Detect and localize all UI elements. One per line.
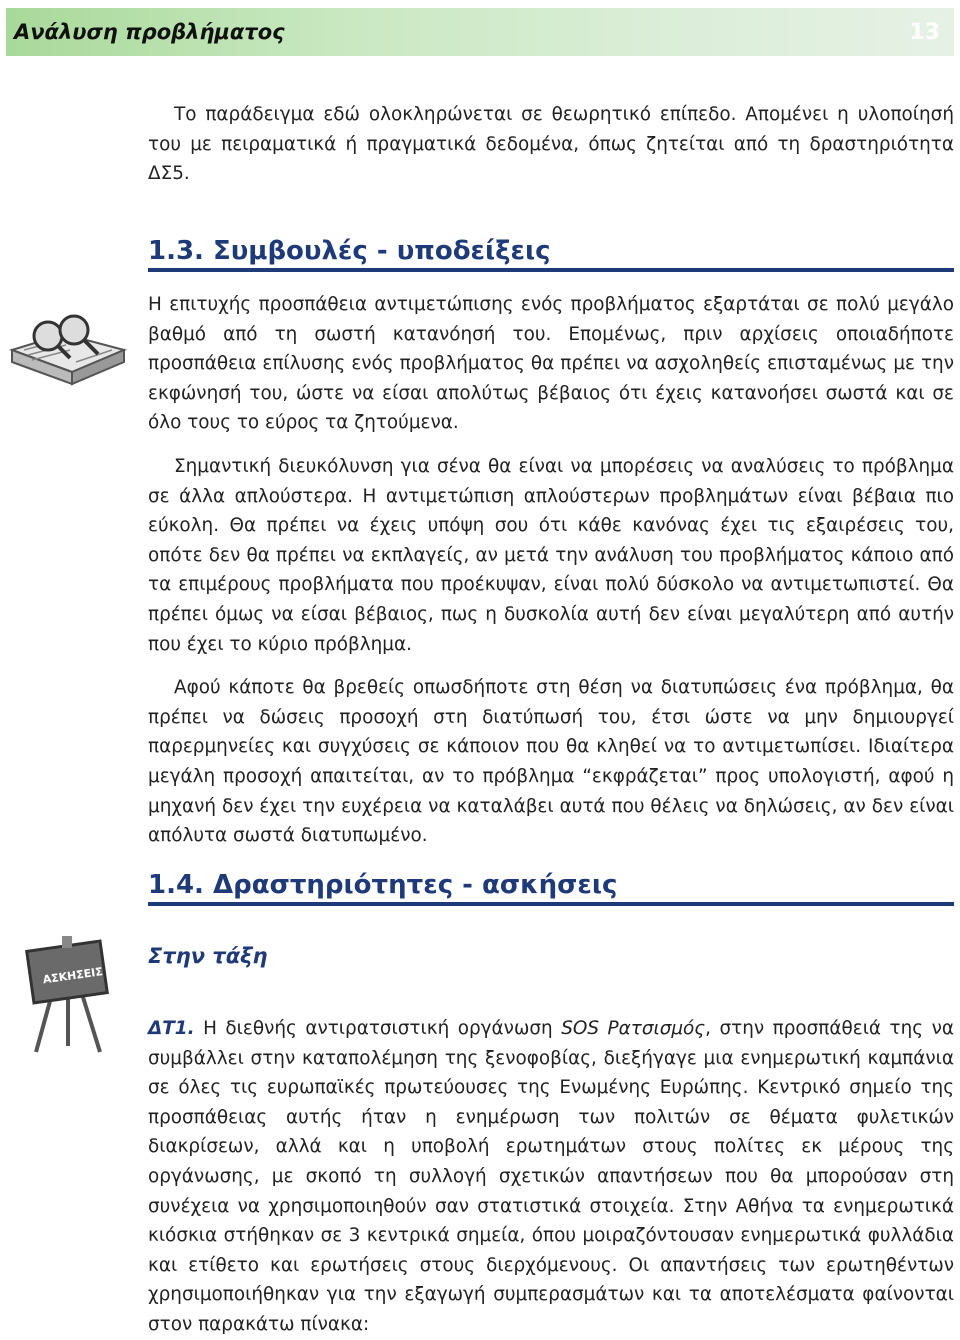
exercises-board-icon: [22, 934, 114, 1054]
intro-text: Το παράδειγμα εδώ ολοκληρώνεται σε θεωρητικό επίπεδο. Απομένει η υλοποίησή του με πειραματικά ή πραγματικά δεδομένα, όπως ζητείται από τη δραστηριότητα ΔΣ5.: [148, 104, 954, 185]
organization-name: SOS Ρατσισμός: [561, 1018, 706, 1039]
activity-text-before: Η διεθνής αντιρατσιστική οργάνωση: [194, 1018, 562, 1039]
activity-label: ΔΤ1.: [148, 1018, 195, 1039]
tips-paragraph-2: Σημαντική διευκόλυνση για σένα θα είναι να μπορέσεις να αναλύσεις το πρόβλημα σε άλλα απλούστερα. Η αντιμετώπιση απλούστερων προβλημάτων είναι βέβαια πιο εύκολη. Θα πρέπει να έχεις υπόψη σου ότι κάθε κανόνας έχει τις εξαιρέσεις του, οπότε δεν θα πρέπει να εκπλαγείς, αν μετά την ανάλυση του προβλήματος κάποιο από τα επιμέρους προβλήματα που προέκυψαν, είναι πολύ δύσκολο να αντιμετωπιστεί. Θα πρέπει όμως να είσαι βέβαιος, πως η δυσκολία αυτή δεν είναι μεγαλύτερη από αυτήν που έχει το κύριο πρόβλημα.: [148, 455, 954, 655]
activity-dt1: [148, 1014, 954, 1340]
activity-dt1-text: [148, 1014, 954, 1340]
section-heading-1-4: 1.4. Δραστηριότητες - ασκήσεις: [148, 870, 954, 906]
tips-paragraph-3: Αφού κάποτε θα βρεθείς οπωσδήποτε στη θέση να διατυπώσεις ένα πρόβλημα, θα πρέπει να δώσεις προσοχή στη διατύπωσή του, έτσι ώστε να μην δημιουργεί παρερμηνείες και συγχύσεις σε κάποιον που θα κληθεί να το αντιμετωπίσει. Ιδιαίτερα μεγάλη προσοχή απαιτείται, αν το πρόβλημα “εκφράζεται” προς υπολογιστή, αφού η μηχανή δεν έχει την ευχέρεια να καταλάβει αυτά που θέλεις να δηλώσεις, αν δεν είναι απόλυτα σωστά διατυπωμένο.: [148, 677, 954, 847]
section-1-3-body: [148, 290, 954, 851]
page-number: 13: [909, 20, 940, 45]
subheading-in-class: Στην τάξη: [148, 944, 268, 968]
section-heading-1-3: 1.3. Συμβουλές - υποδείξεις: [148, 236, 954, 272]
book-magnifier-icon: [4, 300, 130, 400]
chapter-title: Ανάλυση προβλήματος: [14, 20, 285, 44]
board-label: ΑΣΚΗΣΕΙΣ: [41, 965, 104, 987]
tips-paragraph-1: Η επιτυχής προσπάθεια αντιμετώπισης ενός προβλήματος εξαρτάται σε πολύ μεγάλο βαθμό από τη σωστή κατανόησή του. Επομένως, πριν αρχίσεις οποιαδήποτε προσπάθεια επίλυσης ενός προβλήματος θα πρέπει να ασχοληθείς επισταμένως με την εκφώνησή του, ώστε να είσαι απολύτως βέβαιος ότι έχεις κατανοήσει σωστά και σε όλο τους το εύρος τα ζητούμενα.: [148, 294, 954, 434]
intro-paragraph: [148, 100, 954, 189]
activity-text-after: , στην προσπάθειά της να συμβάλλει στην καταπολέμηση της ξενοφοβίας, διεξήγαγε μια ενημερωτική καμπάνια σε όλες τις ευρωπαϊκές πρωτεύουσες της Ενωμένης Ευρώπης. Κεντρικό σημείο της προσπάθειας αυτής ήταν η ενημέρωση των πολιτών σε θέματα φυλετικών διακρίσεων, αλλά και η υποβολή ερωτημάτων στους πολίτες εκ μέρους της οργάνωσης, με σκοπό τη συλλογή σχετικών απαντήσεων που θα μπορούσαν στη συνέχεια να χρησιμοποιηθούν σαν στατιστικά στοιχεία. Στην Αθήνα τα ενημερωτικά κιόσκια στήθηκαν σε 3 κεντρικά σημεία, όπου μοιραζόντουσαν ενημερωτικά φυλλάδια και ετίθετο και ερωτήσεις στους διερχόμενους. Οι απαντήσεις των ερωτηθέντων χρησιμοποιήθηκαν για την εξαγωγή συμπερασμάτων και τα αποτελέσματα φαίνονται στον παρακάτω πίνακα:: [148, 1018, 954, 1335]
